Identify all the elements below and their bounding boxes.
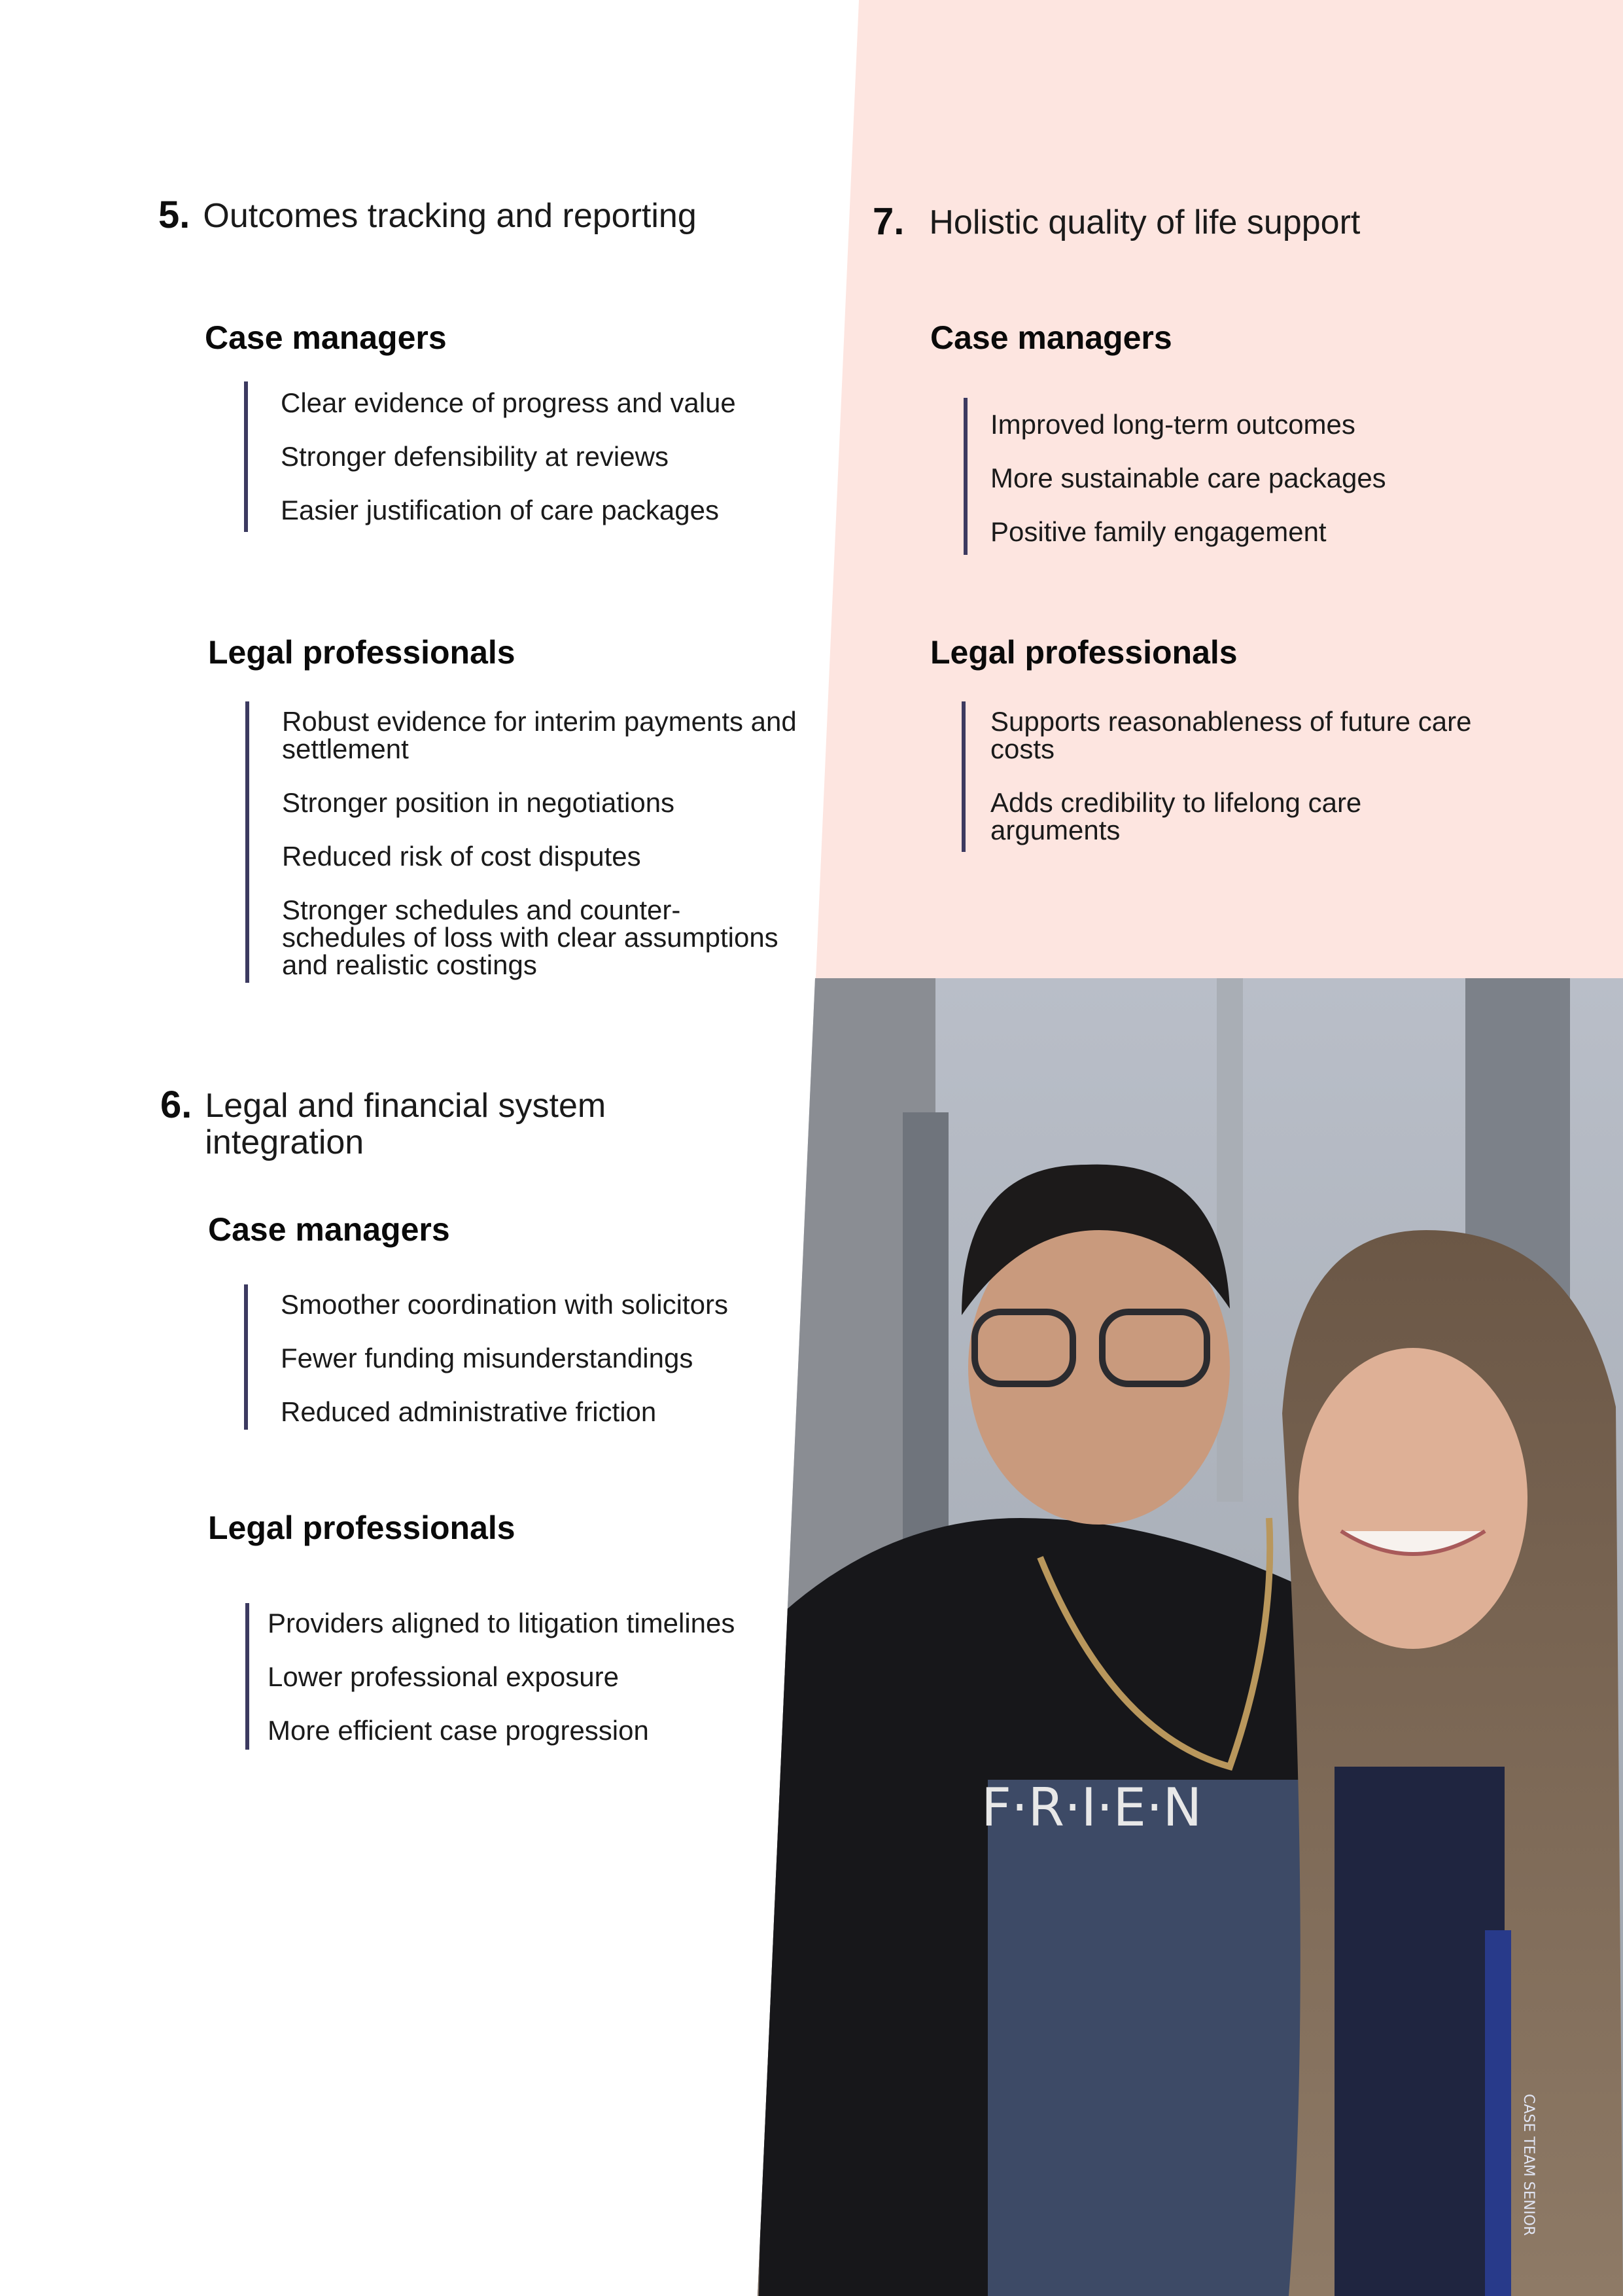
list-item: Supports reasonableness of future care costs [990,706,1472,764]
list-item: Clear evidence of progress and value [281,387,736,418]
section-5-header [158,194,697,237]
list-item: Providers aligned to litigation timelines [268,1608,735,1638]
section-7-case-managers-list [964,398,1501,555]
list-item: Fewer funding misunderstandings [281,1343,693,1373]
shirt-text: F·R·I·E·N [981,1777,1202,1838]
section-5-case-managers-heading: Case managers [205,319,447,356]
section-7-case-managers-heading: Case managers [930,319,1172,356]
section-5-title: Outcomes tracking and reporting [203,197,697,235]
list-item: More efficient case progression [268,1715,649,1746]
list-item: Lower professional exposure [268,1661,619,1692]
section-5-legal-heading: Legal professionals [208,634,515,671]
list-item: More sustainable care packages [990,463,1386,493]
section-6-title: Legal and financial system integration [205,1087,606,1161]
list-item: Stronger schedules and counter-schedules of loss with clear assumptions and realistic costings [282,894,778,980]
list-item: Adds credibility to lifelong care arguments [990,787,1362,845]
woman-face [1299,1348,1527,1649]
section-6-legal-heading: Legal professionals [208,1510,515,1546]
list-item: Improved long-term outcomes [990,409,1355,440]
section-6-header [160,1084,702,1161]
section-6-legal-list [245,1603,745,1750]
section-5-case-managers-list [244,381,797,532]
list-item: Positive family engagement [990,516,1327,547]
section-5-number: 5. [158,194,190,236]
list-item: Reduced risk of cost disputes [282,841,641,872]
section-6-case-managers-heading: Case managers [208,1211,450,1248]
list-item: Robust evidence for interim payments and settlement [282,706,797,764]
section-7-header [873,200,1360,243]
lanyard-text: CASE TEAM SENIOR [1520,2094,1537,2236]
section-7-title: Holistic quality of life support [929,203,1361,241]
list-item: Stronger position in negotiations [282,787,675,818]
section-6-case-managers-list [244,1284,797,1430]
section-7-number: 7. [873,200,905,243]
section-7-legal-list [962,701,1488,852]
list-item: Easier justification of care packages [281,495,720,525]
list-item: Reduced administrative friction [281,1396,657,1427]
lanyard [1485,1930,1511,2296]
section-6-number: 6. [160,1084,192,1126]
list-item: Smoother coordination with solicitors [281,1289,728,1320]
section-7-legal-heading: Legal professionals [930,634,1238,671]
section-5-legal-list [245,701,799,983]
list-item: Stronger defensibility at reviews [281,441,669,472]
